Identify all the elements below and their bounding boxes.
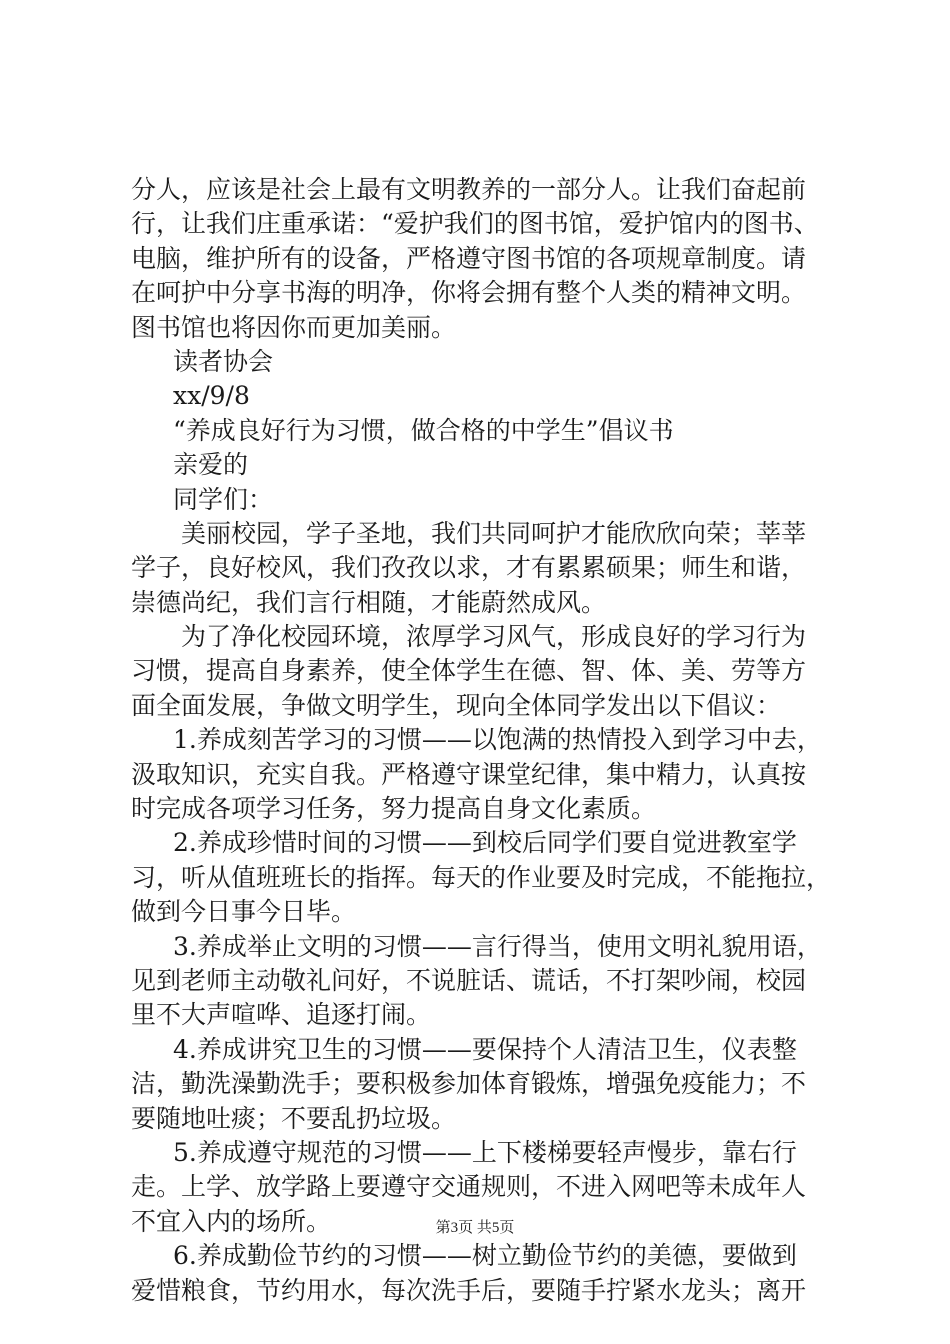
salutation: 同学们：	[173, 484, 274, 514]
text-line: 在呵护中分享书海的明净，你将会拥有整个人类的精神文明。	[131, 278, 807, 308]
list-item-6: 6.养成勤俭节约的习惯——树立勤俭节约的美德，要做到	[173, 1241, 797, 1271]
text-line: 汲取知识，充实自我。严格遵守课堂纪律，集中精力，认真按	[131, 759, 807, 789]
text-line: 不宜入内的场所。	[131, 1206, 332, 1236]
page-number-footer: 第3页 共5页	[435, 1220, 515, 1236]
text-line: 时完成各项学习任务，努力提高自身文化素质。	[131, 794, 657, 824]
list-item-1: 1.养成刻苦学习的习惯——以饱满的热情投入到学习中去，	[173, 725, 822, 755]
proposal-title: “养成良好行为习惯，做合格的中学生”倡议书	[173, 415, 674, 445]
text-line: 洁，勤洗澡勤洗手；要积极参加体育锻炼，增强免疫能力；不	[131, 1069, 807, 1099]
list-item-5: 5.养成遵守规范的习惯——上下楼梯要轻声慢步，靠右行	[173, 1137, 797, 1167]
text-line: 为了净化校园环境，浓厚学习风气，形成良好的学习行为	[181, 622, 807, 652]
document-body	[131, 173, 836, 1308]
text-line: 里不大声喧哗、追逐打闹。	[131, 1000, 432, 1030]
text-line: 图书馆也将因你而更加美丽。	[131, 312, 457, 342]
text-line: 学子，良好校风，我们孜孜以求，才有累累硕果；师生和谐，	[131, 553, 807, 583]
text-line: 分人，应该是社会上最有文明教养的一部分人。让我们奋起前	[131, 175, 807, 204]
signature-org: 读者协会	[173, 346, 274, 376]
text-line: 要随地吐痰；不要乱扔垃圾。	[131, 1103, 457, 1133]
text-line: 习惯，提高自身素养，使全体学生在德、智、体、美、劳等方	[131, 656, 807, 686]
list-item-2: 2.养成珍惜时间的习惯——到校后同学们要自觉进教室学	[173, 828, 797, 858]
text-line: 面全面发展，争做文明学生，现向全体同学发出以下倡议：	[131, 690, 782, 720]
text-line: 电脑，维护所有的设备，严格遵守图书馆的各项规章制度。请	[131, 243, 807, 273]
salutation: 亲爱的	[173, 450, 249, 480]
text-line: 走。上学、放学路上要遵守交通规则，不进入网吧等未成年人	[131, 1172, 807, 1202]
text-line: 行，让我们庄重承诺：“爱护我们的图书馆，爱护馆内的图书、	[131, 209, 819, 239]
list-item-4: 4.养成讲究卫生的习惯——要保持个人清洁卫生，仪表整	[173, 1034, 797, 1064]
text-line: 见到老师主动敬礼问好，不说脏话、谎话，不打架吵闹，校园	[131, 965, 807, 995]
text-line: 做到今日事今日毕。	[131, 897, 357, 927]
text-line: 崇德尚纪，我们言行相随，才能蔚然成风。	[131, 587, 607, 617]
signature-date: xx/9/8	[173, 381, 250, 411]
list-item-3: 3.养成举止文明的习惯——言行得当，使用文明礼貌用语，	[173, 931, 822, 961]
text-line: 美丽校园，学子圣地，我们共同呵护才能欣欣向荣；莘莘	[181, 518, 807, 548]
text-line: 习，听从值班班长的指挥。每天的作业要及时完成，不能拖拉，	[131, 862, 832, 892]
text-line: 爱惜粮食，节约用水，每次洗手后，要随手拧紧水龙头；离开	[131, 1275, 807, 1305]
